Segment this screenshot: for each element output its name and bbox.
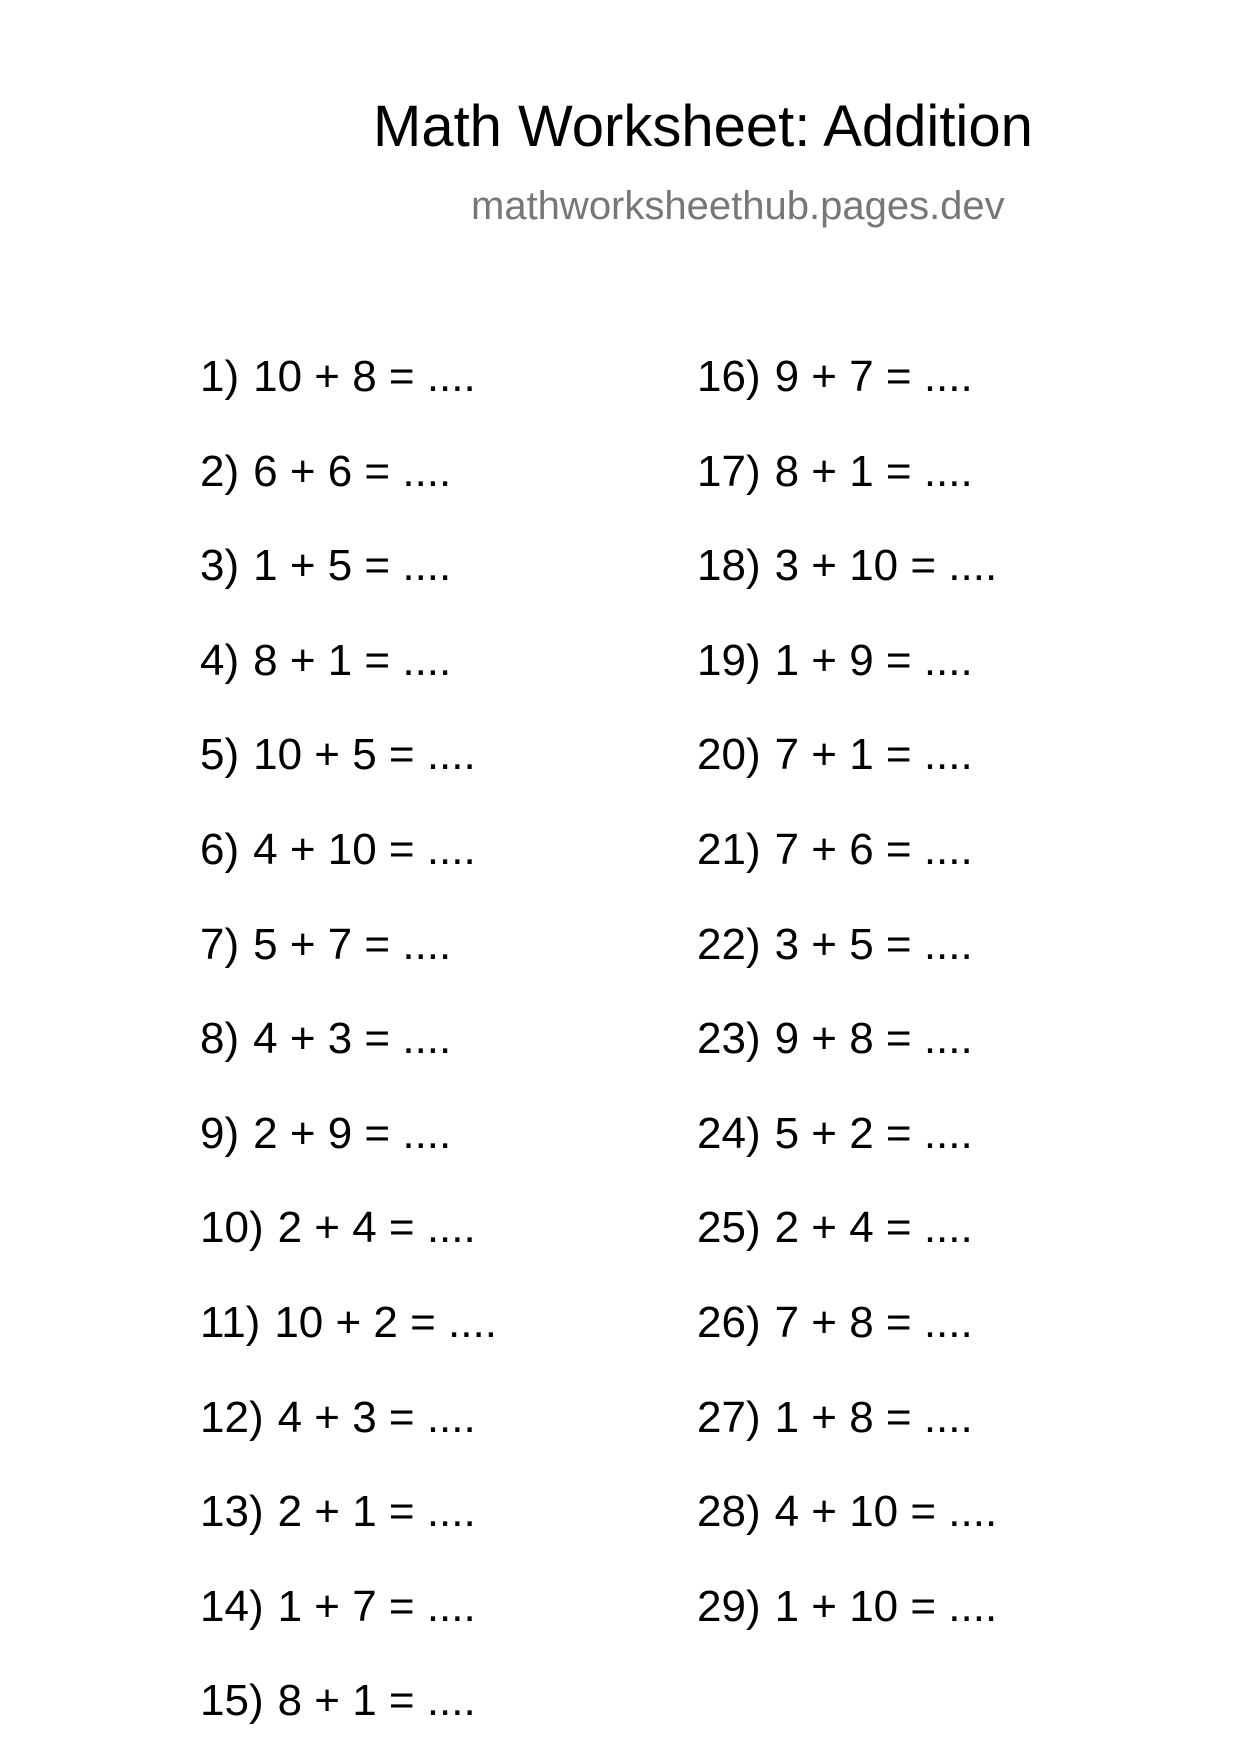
problem-item [697, 920, 973, 969]
problem-expression: 1 + 9 = .... [774, 636, 973, 685]
problem-number: 17) [697, 447, 761, 496]
problem-number: 4) [200, 636, 240, 685]
problem-item [697, 636, 973, 685]
problem-number: 20) [697, 730, 761, 779]
problem-expression: 8 + 1 = .... [253, 636, 452, 685]
problem-expression: 2 + 4 = .... [277, 1203, 476, 1252]
problem-expression: 1 + 7 = .... [277, 1582, 476, 1631]
problem-expression: 5 + 7 = .... [253, 920, 452, 969]
problem-expression: 4 + 10 = .... [774, 1487, 998, 1536]
problem-number: 23) [697, 1014, 761, 1063]
problem-expression: 6 + 6 = .... [253, 447, 452, 496]
problem-number: 26) [697, 1298, 761, 1347]
problem-item [697, 1393, 973, 1442]
problem-number: 22) [697, 920, 761, 969]
problem-expression: 4 + 3 = .... [277, 1393, 476, 1442]
problem-expression: 7 + 1 = .... [774, 730, 973, 779]
problem-item [697, 730, 973, 779]
problem-item [697, 1014, 973, 1063]
problem-number: 24) [697, 1109, 761, 1158]
problem-item [200, 1203, 476, 1252]
problem-expression: 1 + 8 = .... [774, 1393, 973, 1442]
problem-number: 18) [697, 541, 761, 590]
problem-item [200, 1676, 476, 1725]
problem-item [697, 1298, 973, 1347]
worksheet-title: Math Worksheet: Addition [373, 94, 1033, 159]
problem-number: 29) [697, 1582, 761, 1631]
problem-number: 14) [200, 1582, 264, 1631]
problem-number: 7) [200, 920, 240, 969]
problem-expression: 4 + 3 = .... [253, 1014, 452, 1063]
problem-expression: 9 + 7 = .... [774, 352, 973, 401]
problem-item [200, 1393, 476, 1442]
problem-number: 28) [697, 1487, 761, 1536]
problem-number: 16) [697, 352, 761, 401]
problem-expression: 10 + 5 = .... [253, 730, 476, 779]
problem-expression: 10 + 2 = .... [274, 1298, 497, 1347]
problem-item [200, 1582, 476, 1631]
problem-number: 11) [200, 1298, 261, 1347]
problem-number: 3) [200, 541, 240, 590]
problem-expression: 4 + 10 = .... [253, 825, 476, 874]
problem-number: 9) [200, 1109, 240, 1158]
problem-number: 1) [200, 352, 240, 401]
problem-item [200, 730, 476, 779]
problem-item [697, 352, 973, 401]
problem-expression: 3 + 5 = .... [774, 920, 973, 969]
problem-expression: 3 + 10 = .... [774, 541, 998, 590]
problem-expression: 9 + 8 = .... [774, 1014, 973, 1063]
problem-item [200, 1014, 452, 1063]
problem-number: 15) [200, 1676, 264, 1725]
problem-item [697, 1487, 998, 1536]
problem-expression: 1 + 5 = .... [253, 541, 452, 590]
problem-item [200, 636, 452, 685]
problem-number: 2) [200, 447, 240, 496]
problem-item [200, 920, 452, 969]
problem-item [200, 1298, 497, 1347]
problem-expression: 7 + 6 = .... [774, 825, 973, 874]
problem-number: 6) [200, 825, 240, 874]
problem-number: 12) [200, 1393, 264, 1442]
problem-number: 25) [697, 1203, 761, 1252]
problem-item [200, 447, 452, 496]
problem-number: 8) [200, 1014, 240, 1063]
problem-item [200, 541, 452, 590]
problem-expression: 2 + 4 = .... [774, 1203, 973, 1252]
problem-item [697, 1582, 998, 1631]
problem-expression: 10 + 8 = .... [253, 352, 476, 401]
problem-item [697, 1203, 973, 1252]
problem-item [200, 825, 476, 874]
problem-expression: 2 + 9 = .... [253, 1109, 452, 1158]
problem-item [697, 825, 973, 874]
problem-number: 13) [200, 1487, 264, 1536]
problem-expression: 1 + 10 = .... [774, 1582, 998, 1631]
problem-number: 21) [697, 825, 761, 874]
problem-expression: 7 + 8 = .... [774, 1298, 973, 1347]
problem-number: 27) [697, 1393, 761, 1442]
worksheet-subtitle: mathworksheethub.pages.dev [471, 184, 1005, 228]
problem-number: 19) [697, 636, 761, 685]
problem-item [697, 541, 998, 590]
problem-item [697, 447, 973, 496]
problem-item [200, 352, 476, 401]
problem-expression: 2 + 1 = .... [277, 1487, 476, 1536]
problem-expression: 8 + 1 = .... [277, 1676, 476, 1725]
problem-expression: 8 + 1 = .... [774, 447, 973, 496]
problem-item [200, 1109, 452, 1158]
problem-expression: 5 + 2 = .... [774, 1109, 973, 1158]
problem-number: 10) [200, 1203, 264, 1252]
problem-number: 5) [200, 730, 240, 779]
problem-item [200, 1487, 476, 1536]
problem-item [697, 1109, 973, 1158]
